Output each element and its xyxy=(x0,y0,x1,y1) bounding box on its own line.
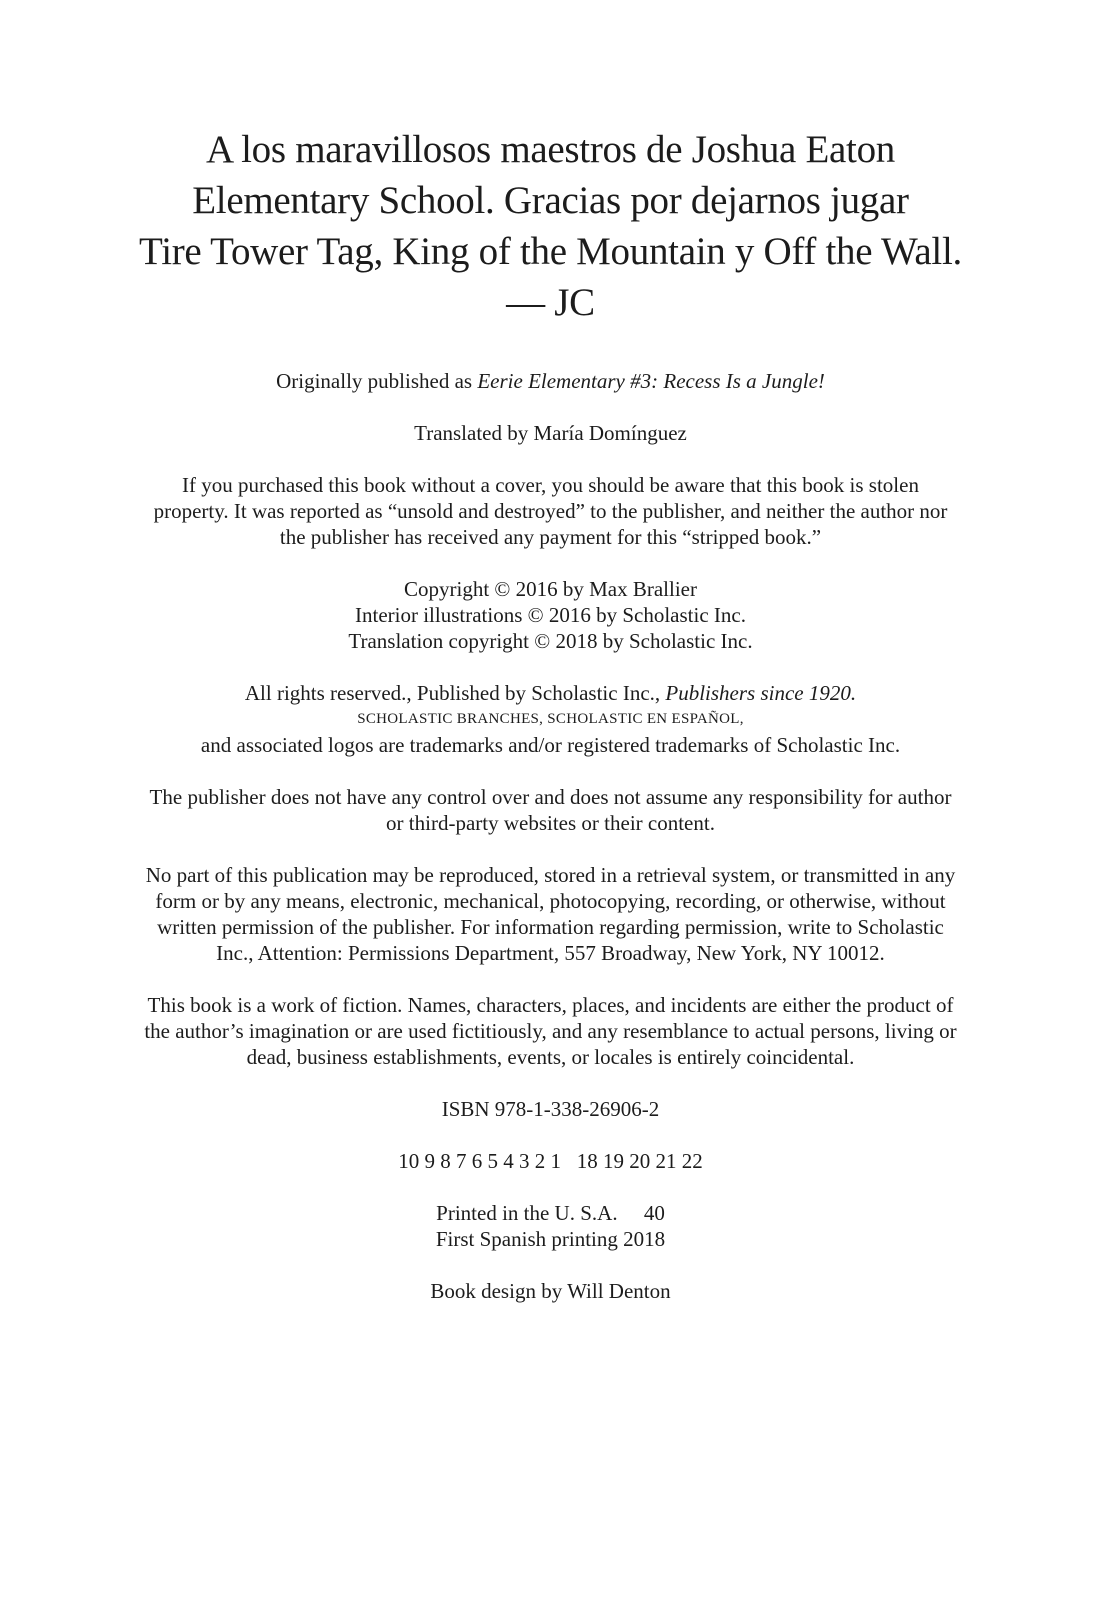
notice-line: written permission of the publisher. For information regarding permission, write to Scholastic xyxy=(157,915,944,939)
notice-line: This book is a work of fiction. Names, characters, places, and incidents are either the product of xyxy=(147,993,954,1017)
original-publication xyxy=(0,368,1101,394)
notice-line: the publisher has received any payment for this “stripped book.” xyxy=(279,525,822,549)
notice-line: property. It was reported as “unsold and destroyed” to the publisher, and neither the author nor xyxy=(153,499,948,523)
design-credit: Book design by Will Denton xyxy=(430,1279,671,1303)
first-printing-line: First Spanish printing 2018 xyxy=(435,1227,666,1251)
rights-line xyxy=(0,680,1101,706)
notice-line: or third-party websites or their content. xyxy=(386,811,715,835)
copyright-line: Interior illustrations © 2016 by Scholastic Inc. xyxy=(355,603,746,627)
reproduction-notice xyxy=(0,862,1101,966)
printed-in-line: Printed in the U. S.A. 40 xyxy=(436,1201,665,1225)
notice-line: form or by any means, electronic, mechanical, photocopying, recording, or otherwise, without xyxy=(155,889,946,913)
notice-line: The publisher does not have any control over and does not assume any responsibility for author xyxy=(149,785,952,809)
trademarks-line: SCHOLASTIC BRANCHES, SCHOLASTIC EN ESPAÑOL, xyxy=(357,711,744,727)
notice-line: If you purchased this book without a cover, you should be aware that this book is stolen xyxy=(182,473,919,497)
original-title: Eerie Elementary #3: Recess Is a Jungle! xyxy=(477,369,825,393)
dedication-line: A los maravillosos maestros de Joshua Eaton xyxy=(205,128,895,171)
third-party-notice xyxy=(0,784,1101,836)
publishers-since: Publishers since 1920. xyxy=(665,681,857,705)
dedication-signature: — JC xyxy=(506,281,595,324)
print-line: 10 9 8 7 6 5 4 3 2 1 18 19 20 21 22 xyxy=(398,1149,703,1173)
copyright-line: Translation copyright © 2018 by Scholastic Inc. xyxy=(348,629,753,653)
isbn: ISBN 978-1-338-26906-2 xyxy=(441,1097,660,1121)
dedication xyxy=(0,124,1101,328)
trademarks-rest-line: and associated logos are trademarks and/or registered trademarks of Scholastic Inc. xyxy=(200,733,901,757)
translator-credit: Translated by María Domínguez xyxy=(414,421,687,445)
original-publication-prefix: Originally published as xyxy=(276,369,478,393)
notice-line: dead, business establishments, events, or locales is entirely coincidental. xyxy=(246,1045,855,1069)
fiction-notice xyxy=(0,992,1101,1070)
dedication-line: Tire Tower Tag, King of the Mountain y Off the Wall. xyxy=(139,230,962,273)
rights-prefix: All rights reserved., Published by Scholastic Inc., xyxy=(244,681,666,705)
copyright-line: Copyright © 2016 by Max Brallier xyxy=(403,577,697,601)
rights-notice xyxy=(0,680,1101,758)
notice-line: No part of this publication may be reproduced, stored in a retrieval system, or transmitted in any xyxy=(145,863,956,887)
notice-line: the author’s imagination or are used fictitiously, and any resemblance to actual persons, living or xyxy=(144,1019,957,1043)
printing-info xyxy=(0,1200,1101,1252)
notice-line: Inc., Attention: Permissions Department, 557 Broadway, New York, NY 10012. xyxy=(216,941,885,965)
stripped-book-notice xyxy=(0,472,1101,550)
copyright-notice xyxy=(0,576,1101,654)
dedication-line: Elementary School. Gracias por dejarnos jugar xyxy=(192,179,909,222)
copyright-text xyxy=(0,368,1101,1330)
